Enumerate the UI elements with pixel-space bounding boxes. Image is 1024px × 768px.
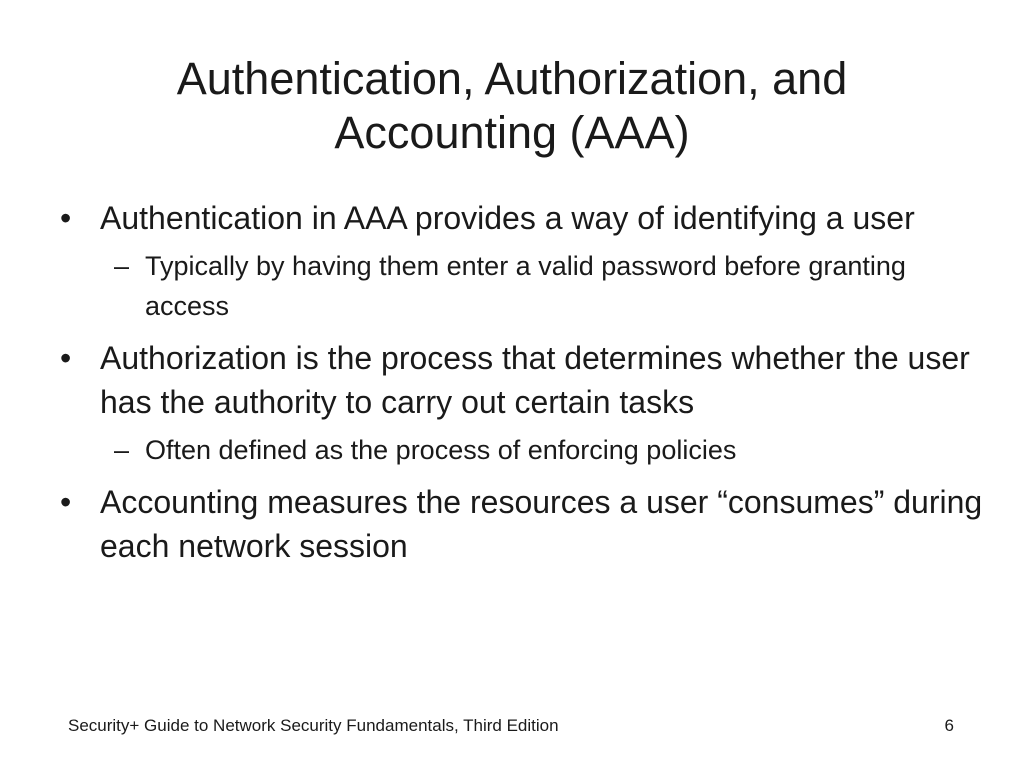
bullet-marker: •	[60, 340, 72, 376]
footer-book-title: Security+ Guide to Network Security Fundamentals, Third Edition	[68, 716, 559, 735]
sub-bullet-list	[100, 246, 986, 326]
bullet-marker: •	[60, 200, 72, 236]
bullet-list	[56, 196, 986, 572]
footer-page-number: 6	[944, 716, 954, 735]
sub-bullet-item	[100, 246, 986, 326]
bullet-text: Accounting measures the resources a user “consumes” during each network session	[100, 484, 983, 564]
slide-title	[60, 52, 964, 160]
bullet-marker: •	[60, 484, 72, 520]
bullet-item-authentication	[56, 196, 986, 326]
sub-bullet-item	[100, 430, 986, 470]
slide-title-line-2: Accounting (AAA)	[334, 107, 690, 158]
sub-bullet-text: Often defined as the process of enforcing policies	[145, 435, 737, 465]
bullet-item-accounting	[56, 480, 986, 568]
sub-bullet-marker: –	[114, 435, 130, 465]
bullet-item-authorization	[56, 336, 986, 470]
sub-bullet-marker: –	[114, 251, 130, 281]
bullet-text: Authentication in AAA provides a way of identifying a user	[100, 200, 915, 236]
sub-bullet-text: Typically by having them enter a valid password before granting access	[145, 251, 906, 321]
sub-bullet-list	[100, 430, 986, 470]
bullet-text: Authorization is the process that determines whether the user has the authority to carry out certain tasks	[100, 340, 970, 420]
slide-title-line-1: Authentication, Authorization, and	[176, 53, 848, 104]
